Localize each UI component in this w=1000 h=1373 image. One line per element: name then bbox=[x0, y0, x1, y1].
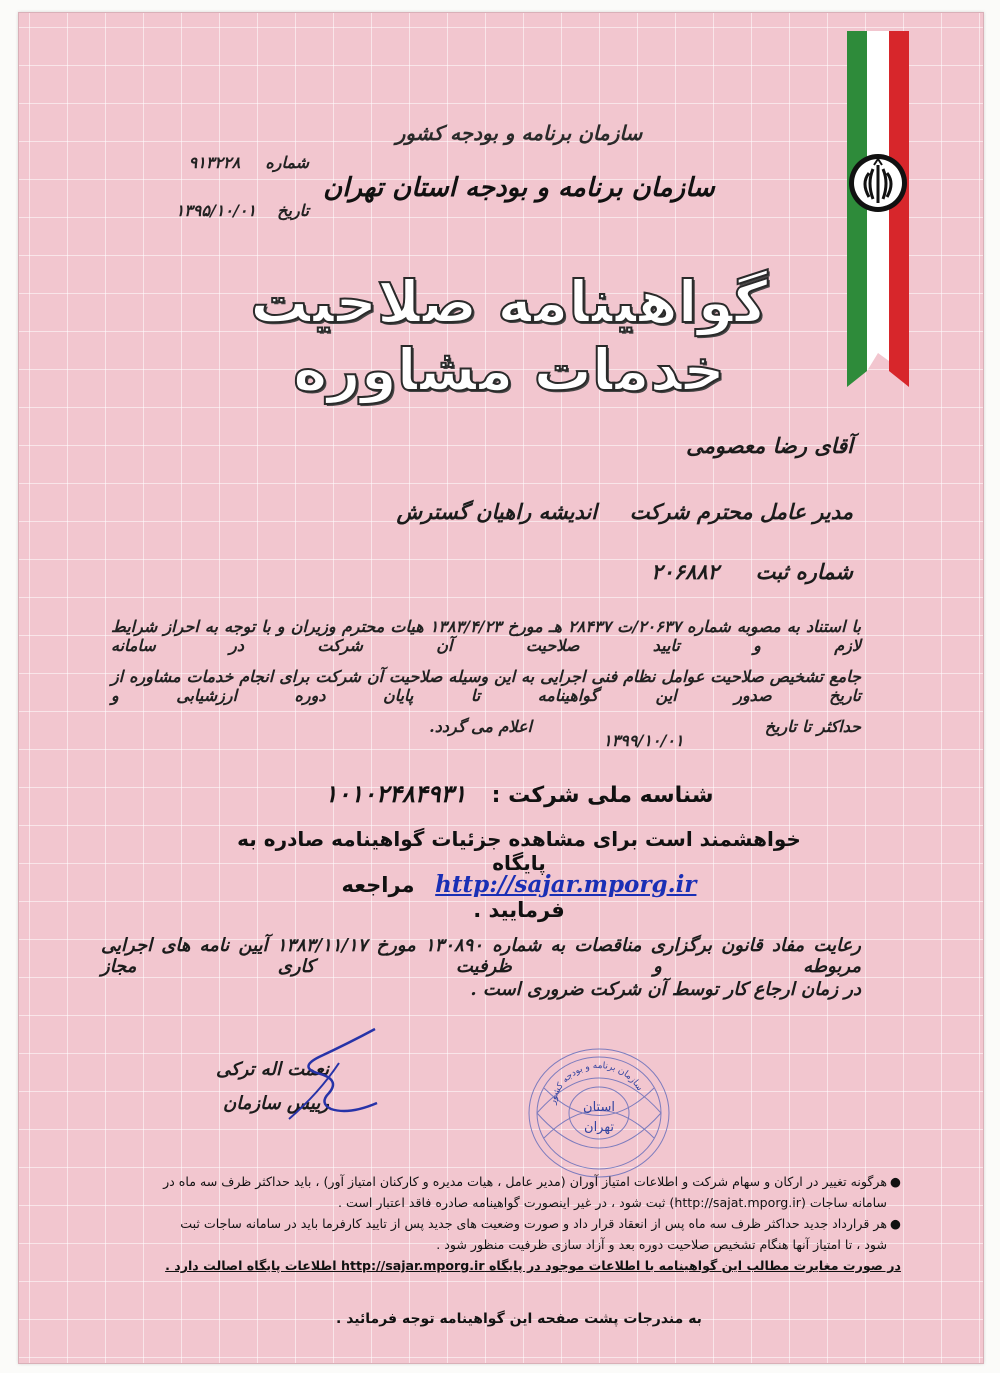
portal-instruction: خواهشمند است برای مشاهده جزئیات گواهینامه صادره به پایگاه bbox=[237, 827, 801, 875]
certificate-title: گواهینامه صلاحیت خدمات مشاوره bbox=[250, 268, 768, 404]
official-seal bbox=[524, 1043, 674, 1183]
signer-title: رییس سازمان bbox=[223, 1093, 329, 1114]
deadline-date: ۱۳۹۹/۱۰/۰۱ bbox=[603, 731, 684, 750]
certificate-paper bbox=[18, 12, 984, 1364]
national-id-value: ۱۰۱۰۲۴۸۴۹۳۱ bbox=[324, 779, 467, 808]
rules-line-1: رعایت مفاد قانون برگزاری مناقصات به شماره ۱۳۰۸۹۰ مورخ ۱۳۸۳/۱۱/۱۷ آیین نامه های اجرایی مربوطه و ظرفیت کاری مجاز bbox=[101, 935, 861, 977]
body-line-2: جامع تشخیص صلاحیت عوامل نظام فنی اجرایی به این وسیله صلاحیت آن شرکت برای انجام خدمات مشاوره از تاریخ صدور این گواهینامه تا پایان دوره ارزشیابی و bbox=[111, 667, 861, 705]
body-line-1: با استناد به مصوبه شماره ۲۰۶۳۷/ت ۲۸۴۳۷ هـ مورخ ۱۳۸۳/۴/۲۳ هیات محترم وزیران و با توجه به احراز شرایط لازم و تایید صلاحیت آن شرکت در سامانه bbox=[111, 617, 861, 655]
role-label: مدیر عامل محترم شرکت bbox=[629, 499, 853, 524]
bullet-icon: ● bbox=[890, 1216, 901, 1231]
org-name: سازمان برنامه و بودجه استان تهران bbox=[323, 173, 715, 203]
ribbon-red-stripe bbox=[889, 31, 909, 387]
handwritten-signature bbox=[279, 1023, 389, 1123]
company-name: اندیشه راهیان گسترش bbox=[396, 499, 598, 524]
seal-line-1: استان bbox=[583, 1100, 615, 1115]
note-item bbox=[159, 1171, 901, 1213]
national-id-line bbox=[319, 779, 719, 808]
note-item bbox=[159, 1213, 901, 1255]
portal-link[interactable]: http://sajar.mporg.ir bbox=[435, 871, 697, 898]
body-line-3 bbox=[101, 717, 861, 750]
certificate-date bbox=[154, 201, 309, 220]
discrepancy-note: در صورت مغایرت مطالب این گواهینامه با اطلاعات موجود در پایگاه http://sajar.mporg.ir اطلاعات پایگاه اصالت دارد . bbox=[165, 1258, 901, 1273]
footer-note: به مندرجات پشت صفحه این گواهینامه توجه فرمائید . bbox=[336, 1311, 702, 1327]
portal-suffix: مراجعه فرمایید . bbox=[341, 873, 565, 922]
deadline-suffix: اعلام می گردد. bbox=[429, 717, 532, 736]
note-text: هرگونه تغییر در ارکان و سهام شرکت و اطلاعات امتیاز آوران (مدیر عامل ، هیات مدیره و کارکنان امتیاز آور) ، باید حداکثر ظرف سه ماه در سامانه ساجات (http://sajat.mporg.ir) ثبت شود ، در غیر اینصورت گواهینامه صادره فاقد اعتبار است . bbox=[163, 1174, 887, 1210]
date-label: تاریخ bbox=[277, 201, 309, 220]
certificate-number bbox=[154, 153, 309, 172]
signer-name: نعمت اله ترکی bbox=[216, 1059, 329, 1080]
number-value: ۹۱۳۲۲۸ bbox=[188, 153, 241, 172]
recipient-name: آقای رضا معصومی bbox=[686, 433, 853, 458]
notes-section bbox=[159, 1171, 901, 1276]
note-text: هر قرارداد جدید حداکثر ظرف سه ماه پس از انعقاد قرار داد و صورت وضعیت های جدید پس از تایید کارفرما باید در سامانه ساجات ثبت شود ، تا امتیاز آنها هنگام تشخیص صلاحیت دوره بعد و آزاد سازی ظرفیت منظور شود . bbox=[180, 1216, 887, 1252]
seal-ring-text: سازمان برنامه و بودجه کشور bbox=[547, 1060, 645, 1106]
portal-reference bbox=[319, 871, 719, 922]
recipient-company-line bbox=[396, 499, 853, 524]
reg-value: ۲۰۶۸۸۲ bbox=[651, 559, 719, 584]
national-id-label: شناسه ملی شرکت : bbox=[491, 783, 714, 808]
rules-line-2: در زمان ارجاع کار توسط آن شرکت ضروری است . bbox=[470, 979, 861, 1000]
iran-flag-ribbon bbox=[847, 31, 909, 387]
registration-line bbox=[651, 559, 853, 584]
number-label: شماره bbox=[265, 153, 309, 172]
date-value: ۱۳۹۵/۱۰/۰۱ bbox=[175, 201, 256, 220]
deadline-prefix: حداکثر تا تاریخ bbox=[764, 717, 861, 736]
bullet-icon: ● bbox=[890, 1174, 901, 1189]
seal-line-2: تهران bbox=[584, 1120, 614, 1135]
iran-emblem-icon bbox=[849, 154, 907, 212]
reg-label: شماره ثبت bbox=[755, 559, 853, 584]
ribbon-green-stripe bbox=[847, 31, 867, 387]
org-parent: سازمان برنامه و بودجه کشور bbox=[395, 121, 643, 145]
